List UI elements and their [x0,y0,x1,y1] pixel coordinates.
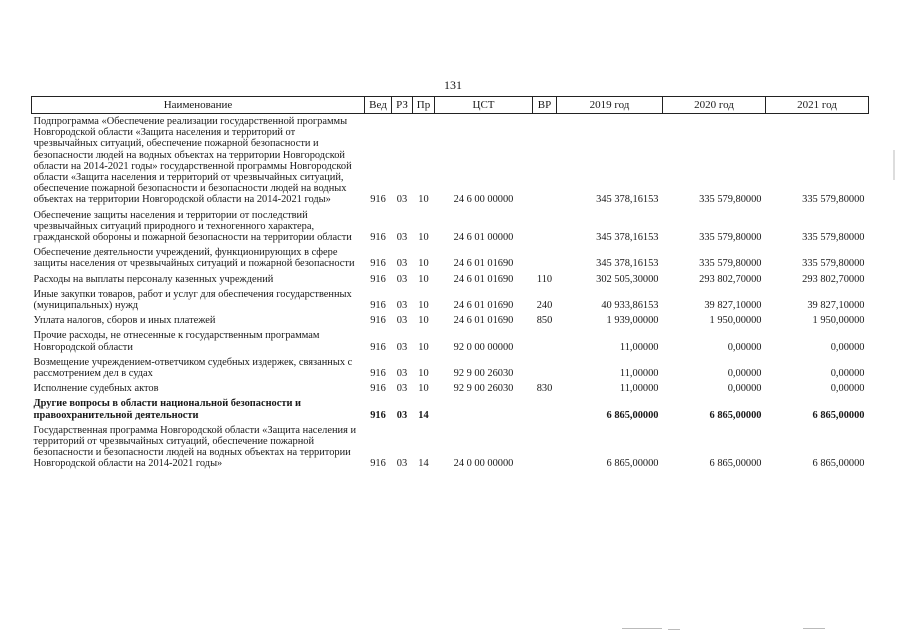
table-row [32,396,869,422]
cell-vr: 240 [536,300,553,312]
cell-pr: 10 [418,258,429,270]
cell-y2019: 11,00000 [619,383,659,395]
cell-vr [533,245,557,271]
cell-y2019: 345 378,16153 [596,258,659,270]
cell-vr [533,423,557,472]
cell-ved: 916 [370,258,386,270]
cell-vr: 850 [536,315,553,327]
cell-rz: 03 [396,300,408,312]
scan-artifact [668,629,680,630]
cell-y2019: 345 378,16153 [596,232,659,244]
cell-cst: 24 6 01 01690 [453,258,514,270]
cell-name: Обеспечение защиты населения и территории от последствий чрезвычайных ситуаций природного и техногенного характера, гражданской обороны и пожарной безопасности на территории области [33,209,352,244]
cell-y2020: 0,00000 [727,368,762,380]
cell-cst: 24 6 01 01690 [453,273,514,285]
cell-y2019: 302 505,30000 [596,273,659,285]
header-pr: Пр [413,97,435,114]
cell-vr [533,328,557,354]
cell-y2019: 11,00000 [619,368,659,380]
cell-ved: 916 [370,232,386,244]
cell-cst: 24 6 01 01690 [453,300,514,312]
cell-pr: 14 [418,409,429,421]
cell-y2019: 1 939,00000 [606,315,659,327]
cell-y2019: 345 378,16153 [596,194,659,206]
cell-name: Расходы на выплаты персоналу казенных учреждений [33,273,274,285]
header-name: Наименование [32,97,365,114]
cell-cst: 92 0 00 00000 [453,341,514,353]
cell-y2021: 6 865,00000 [812,409,865,421]
cell-name: Подпрограмма «Обеспечение реализации государственной программы Новгородской области «Защита населения и территорий от чрезвычайных ситуаций, обеспечение пожарной безопасности и безопасности людей на водных объектах на территории Новгородской области на 2014-2021 годы» государственной программы Новгородской области «Защита населения и территорий от чрезвычайных ситуаций, обеспечение пожарной безопасности и безопасности людей на водных объектах на территории Новгородской области на 2014-2021 годы» [33,116,352,206]
cell-ved: 916 [370,194,386,206]
cell-y2020: 0,00000 [727,383,762,395]
scan-artifact [622,628,662,629]
table-row [32,355,869,381]
cell-vr: 110 [536,273,553,285]
table-body [32,114,869,472]
cell-ved: 916 [370,273,386,285]
cell-rz: 03 [396,273,408,285]
cell-y2021: 335 579,80000 [802,194,865,206]
cell-y2019: 11,00000 [619,341,659,353]
cell-rz: 03 [396,368,408,380]
cell-name: Обеспечение деятельности учреждений, функционирующих в сфере защиты населения от чрезвычайных ситуаций и пожарной безопасности [33,247,355,270]
header-cst: ЦСТ [435,97,533,114]
cell-name: Прочие расходы, не отнесенные к государственным программам Новгородской области [33,330,320,353]
table-row [32,272,869,287]
cell-y2021: 0,00000 [830,383,865,395]
cell-y2020: 6 865,00000 [709,409,762,421]
cell-y2021: 6 865,00000 [812,458,865,470]
cell-rz: 03 [396,409,408,421]
cell-cst [435,396,533,422]
cell-y2021: 335 579,80000 [802,232,865,244]
cell-rz: 03 [396,258,408,270]
cell-vr [533,396,557,422]
cell-name: Уплата налогов, сборов и иных платежей [33,315,216,327]
cell-vr [533,355,557,381]
cell-name: Другие вопросы в области национальной безопасности и правоохранительной деятельности [33,398,302,421]
cell-rz: 03 [396,458,408,470]
cell-y2020: 335 579,80000 [699,258,762,270]
cell-ved: 916 [370,315,386,327]
cell-y2019: 40 933,86153 [601,300,659,312]
table-header-row [32,97,869,114]
header-2019: 2019 год [557,97,663,114]
cell-pr: 10 [418,315,429,327]
cell-pr: 10 [418,232,429,244]
cell-vr [533,114,557,208]
table-row [32,287,869,313]
cell-y2020: 1 950,00000 [709,315,762,327]
table-row [32,245,869,271]
cell-name: Возмещение учреждением-ответчиком судебных издержек, связанных с рассмотрением дел в судах [33,356,353,380]
cell-cst: 24 6 01 00000 [453,232,514,244]
cell-rz: 03 [396,232,408,244]
cell-y2021: 335 579,80000 [802,258,865,270]
scan-artifact [893,150,895,180]
cell-cst: 24 0 00 00000 [453,458,514,470]
cell-pr: 14 [418,458,429,470]
cell-y2020: 335 579,80000 [699,194,762,206]
cell-ved: 916 [370,300,386,312]
cell-cst: 24 6 01 01690 [453,315,514,327]
cell-y2020: 6 865,00000 [709,458,762,470]
page-number: 131 [444,78,462,92]
cell-y2020: 39 827,10000 [704,300,762,312]
cell-y2021: 0,00000 [830,341,865,353]
cell-y2020: 293 802,70000 [699,273,762,285]
cell-pr: 10 [418,368,429,380]
table-row [32,328,869,354]
table-row [32,313,869,328]
scan-artifact [803,628,825,629]
table-row [32,381,869,396]
cell-y2019: 6 865,00000 [606,409,659,421]
budget-table [31,96,869,472]
cell-rz: 03 [396,383,408,395]
cell-cst: 92 9 00 26030 [453,383,514,395]
header-2021: 2021 год [766,97,869,114]
cell-vr: 830 [536,383,553,395]
cell-cst: 24 6 00 00000 [453,194,514,206]
header-vr: ВР [533,97,557,114]
cell-y2019: 6 865,00000 [606,458,659,470]
cell-rz: 03 [396,341,408,353]
cell-name: Исполнение судебных актов [33,383,159,395]
cell-rz: 03 [396,315,408,327]
table-row [32,423,869,472]
table-row [32,208,869,246]
cell-pr: 10 [418,341,429,353]
cell-pr: 10 [418,273,429,285]
cell-name: Государственная программа Новгородской области «Защита населения и территорий от чрезвычайных ситуаций, обеспечение пожарной безопасности и безопасности людей на водных объектах на территории Новгородской области на 2014-2021 годы» [33,424,357,470]
cell-y2021: 293 802,70000 [802,273,865,285]
cell-y2020: 335 579,80000 [699,232,762,244]
cell-cst: 92 9 00 26030 [453,368,514,380]
cell-ved: 916 [370,458,386,470]
header-rz: РЗ [392,97,413,114]
cell-vr [533,208,557,246]
cell-rz: 03 [396,194,408,206]
cell-pr: 10 [418,194,429,206]
cell-pr: 10 [418,383,429,395]
cell-ved: 916 [370,368,386,380]
table-row [32,114,869,208]
cell-ved: 916 [370,383,386,395]
cell-y2021: 1 950,00000 [812,315,865,327]
cell-y2021: 39 827,10000 [807,300,865,312]
cell-y2021: 0,00000 [830,368,865,380]
cell-ved: 916 [370,341,386,353]
cell-pr: 10 [418,300,429,312]
cell-y2020: 0,00000 [727,341,762,353]
cell-ved: 916 [370,409,386,421]
header-ved: Вед [365,97,392,114]
cell-name: Иные закупки товаров, работ и услуг для обеспечения государственных (муниципальных) нужд [33,288,352,312]
header-2020: 2020 год [663,97,766,114]
